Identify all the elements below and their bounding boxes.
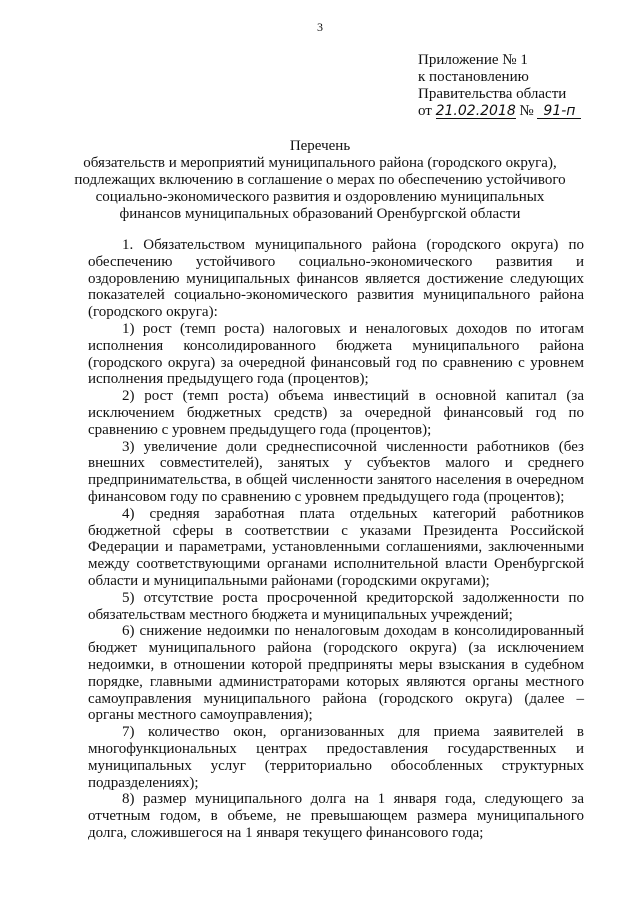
- page-number: 3: [317, 20, 323, 34]
- paragraph-item-7: 7) количество окон, организованных для приема заявителей в многофункциональных центрах предоставления государственных и муниципальных услуг (территориально обособленных структурных подразделениях);: [88, 724, 584, 791]
- title-line-1: Перечень: [289, 138, 351, 154]
- appendix-block: [418, 52, 581, 120]
- paragraph-intro: 1. Обязательством муниципального района (городского округа) по обеспечению устойчивого социально-экономического развития и оздоровлению муниципальных финансов является достижение следующих показателей социально-экономического развития муниципального района (городского округа):: [88, 237, 584, 321]
- title-line-5: финансов муниципальных образований Оренбургской области: [119, 206, 521, 222]
- paragraph-item-3: 3) увеличение доли среднесписочной численности работников (без внешних совместителей), занятых у субъектов малого и среднего предпринимательства, в общей численности занятого населения в очередном финансовом году по сравнению с уровнем предыдущего года (процентов);: [88, 438, 584, 505]
- paragraph-item-1: 1) рост (темп роста) налоговых и неналоговых доходов по итогам исполнения консолидированного бюджета муниципального района (городского округа) за очередной финансовый год по сравнению с уровнем исполнения предыдущего года (процентов);: [88, 320, 584, 388]
- paragraph-item-2: 2) рост (темп роста) объема инвестиций в основной капитал (за исключением бюджетных средств) за очередной финансовый год по сравнению с уровнем предыдущего года (процентов);: [88, 388, 584, 438]
- paragraph-item-8: 8) размер муниципального долга на 1 января года, следующего за отчетным годом, в объеме, не превышающем размера муниципального долга, сложившегося на 1 января текущего финансового года;: [88, 791, 584, 841]
- appendix-line-3: Правительства области: [418, 86, 567, 102]
- title-line-3: подлежащих включению в соглашение о мерах по обеспечению устойчивого: [74, 172, 566, 188]
- appendix-line-2: к постановлению: [418, 69, 529, 85]
- paragraph-item-5: 5) отсутствие роста просроченной кредиторской задолженности по обязательствам местного бюджета и муниципальных учреждений;: [88, 589, 584, 623]
- document-title: [60, 138, 580, 223]
- number-label: №: [519, 103, 534, 119]
- handwritten-number: 91-п: [537, 105, 581, 119]
- appendix-line-1: Приложение № 1: [418, 52, 528, 68]
- title-line-4: социально-экономического развития и оздоровлению муниципальных: [95, 189, 545, 205]
- from-label: от: [418, 103, 432, 119]
- document-body: [88, 237, 584, 842]
- title-line-2: обязательств и мероприятий муниципального района (городского округа),: [83, 155, 557, 171]
- paragraph-item-4: 4) средняя заработная плата отдельных категорий работников бюджетной сферы в соответствии с указами Президента Российской Федерации и параметрами, установленными соглашениями, заключенными между соответствующими органами исполнительной власти Оренбургской области и муниципальными районами (городскими округами);: [88, 505, 584, 589]
- appendix-date-line: [418, 103, 581, 120]
- handwritten-date: 21.02.2018: [435, 103, 516, 119]
- paragraph-item-6: 6) снижение недоимки по неналоговым доходам в консолидированный бюджет муниципального района (городского округа) (за исключением недоимки, в отношении которой предприняты меры взыскания в судебном порядке, главными администраторами которых являются органы местного самоуправления муниципального района (городского округа) (далее – органы местного самоуправления);: [88, 623, 584, 724]
